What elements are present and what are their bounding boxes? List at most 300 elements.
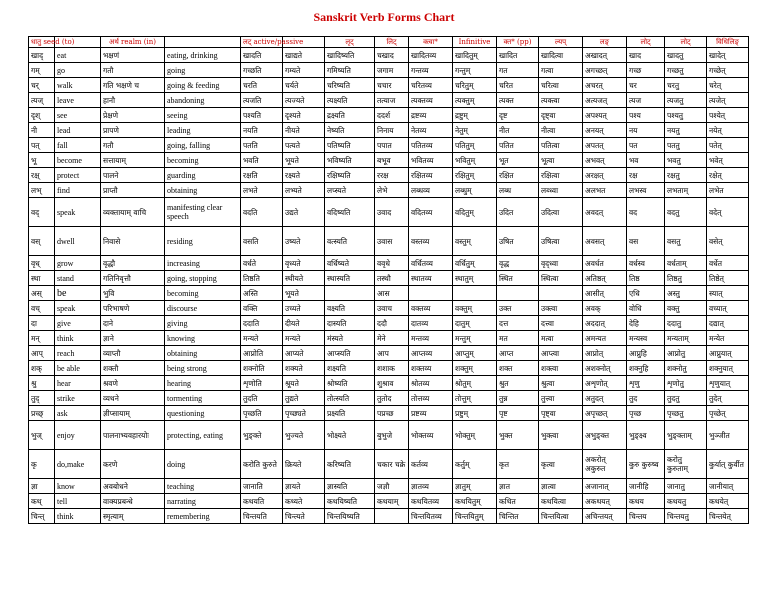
cell-c8: कथयित्वा xyxy=(539,494,583,509)
cell-c2: चिन्त्यते xyxy=(283,509,325,524)
cell-c9: अनयत् xyxy=(583,123,627,138)
cell-noun: ज्ञीप्सायाम् xyxy=(101,406,165,421)
cell-en: hear xyxy=(55,376,101,391)
cell-dh: वस् xyxy=(29,227,55,256)
cell-c3: त्यक्ष्यति xyxy=(325,93,375,108)
cell-c12: रक्षेत् xyxy=(707,168,749,183)
cell-gloss: obtaining xyxy=(165,346,241,361)
verb-row xyxy=(29,361,749,376)
cell-noun: भुवि xyxy=(101,286,165,301)
cell-c9: अचरत् xyxy=(583,78,627,93)
cell-c9: अवदत् xyxy=(583,198,627,227)
cell-dh: प्रच्छ् xyxy=(29,406,55,421)
cell-noun: प्रापणे xyxy=(101,123,165,138)
cell-c6: वर्धितुम् xyxy=(453,256,497,271)
verb-row xyxy=(29,93,749,108)
cell-en: be xyxy=(55,286,101,301)
cell-c10: शक्नुहि xyxy=(627,361,665,376)
cell-noun: व्यक्तायाम् वाचि xyxy=(101,198,165,227)
cell-c7: खादित xyxy=(497,48,539,63)
cell-c4: ररक्ष xyxy=(375,168,409,183)
cell-c10: वोधि xyxy=(627,301,665,316)
cell-c11: रक्षतु xyxy=(665,168,707,183)
cell-c3: चिन्तयिष्यति xyxy=(325,509,375,524)
cell-c3: वत्स्यति xyxy=(325,227,375,256)
cell-c8: स्थित्वा xyxy=(539,271,583,286)
cell-c5: शक्तव्य xyxy=(409,361,453,376)
verb-row xyxy=(29,376,749,391)
cell-dh: भू xyxy=(29,153,55,168)
cell-c6: कर्तुम् xyxy=(453,450,497,479)
cell-c11: कथयतु xyxy=(665,494,707,509)
cell-c9: अमन्यत xyxy=(583,331,627,346)
cell-noun: ज्ञाने xyxy=(101,331,165,346)
cell-c2: भुज्यते xyxy=(283,421,325,450)
cell-gloss: discourse xyxy=(165,301,241,316)
cell-gloss: becoming xyxy=(165,153,241,168)
cell-en: grow xyxy=(55,256,101,271)
cell-gloss: doing xyxy=(165,450,241,479)
cell-c9: अकथयत् xyxy=(583,494,627,509)
cell-c12: पश्येत् xyxy=(707,108,749,123)
cell-en: give xyxy=(55,316,101,331)
cell-c10: कुरु कुरुष्व xyxy=(627,450,665,479)
cell-en: reach xyxy=(55,346,101,361)
cell-c7: ज्ञात xyxy=(497,479,539,494)
verb-forms-table xyxy=(28,36,749,524)
cell-en: enjoy xyxy=(55,421,101,450)
cell-c8: दृष्ट्वा xyxy=(539,108,583,123)
cell-c12: पतेत् xyxy=(707,138,749,153)
cell-c6: प्रष्टुम् xyxy=(453,406,497,421)
cell-c1: शक्नोति xyxy=(241,361,283,376)
cell-c4: कथयाम् xyxy=(375,494,409,509)
cell-c3: भविष्यति xyxy=(325,153,375,168)
cell-c8: आप्त्वा xyxy=(539,346,583,361)
cell-c10: शृणु xyxy=(627,376,665,391)
cell-c2: वृध्यते xyxy=(283,256,325,271)
cell-c4: उवाद xyxy=(375,198,409,227)
cell-c3: वदिष्यति xyxy=(325,198,375,227)
cell-en: stand xyxy=(55,271,101,286)
cell-noun: करणे xyxy=(101,450,165,479)
verb-row xyxy=(29,421,749,450)
cell-noun: अवबोधने xyxy=(101,479,165,494)
header-cell: लङ् xyxy=(583,37,627,48)
cell-c8: तुत्त्वा xyxy=(539,391,583,406)
header-cell: लट् active/passive xyxy=(241,37,283,48)
header-cell: विधिलिङ् xyxy=(707,37,749,48)
cell-c1: जानाति xyxy=(241,479,283,494)
cell-c5: रक्षितव्य xyxy=(409,168,453,183)
page-title: Sanskrit Verb Forms Chart xyxy=(313,10,455,24)
cell-en: leave xyxy=(55,93,101,108)
cell-c5: मन्तव्य xyxy=(409,331,453,346)
cell-c11: तिष्ठतु xyxy=(665,271,707,286)
cell-c3: शक्ष्यति xyxy=(325,361,375,376)
cell-c11: वक्तु xyxy=(665,301,707,316)
cell-c4: ववृधे xyxy=(375,256,409,271)
cell-c5: भोक्तव्य xyxy=(409,421,453,450)
cell-c7: उदित xyxy=(497,198,539,227)
cell-noun: शक्तौ xyxy=(101,361,165,376)
cell-c8: कृत्वा xyxy=(539,450,583,479)
cell-c2: दीयते xyxy=(283,316,325,331)
cell-c7: भुक्त xyxy=(497,421,539,450)
verb-row xyxy=(29,346,749,361)
cell-c3: रक्षिष्यति xyxy=(325,168,375,183)
cell-noun: पालने xyxy=(101,168,165,183)
cell-c1: पश्यति xyxy=(241,108,283,123)
cell-c2: उच्यते xyxy=(283,301,325,316)
cell-c11: शृणोतु xyxy=(665,376,707,391)
cell-noun: व्याप्तौ xyxy=(101,346,165,361)
cell-c9: आसीत् xyxy=(583,286,627,301)
cell-c10: कथय xyxy=(627,494,665,509)
cell-c8 xyxy=(539,286,583,301)
cell-c11: खादतु xyxy=(665,48,707,63)
cell-gloss: hearing xyxy=(165,376,241,391)
cell-c8: चिन्तयित्वा xyxy=(539,509,583,524)
cell-en: dwell xyxy=(55,227,101,256)
cell-c9: अपश्यत् xyxy=(583,108,627,123)
cell-c7: तुन्न xyxy=(497,391,539,406)
cell-c4: आप xyxy=(375,346,409,361)
cell-c6: चरितुम् xyxy=(453,78,497,93)
cell-c1: ददाति xyxy=(241,316,283,331)
cell-c6: वक्तुम् xyxy=(453,301,497,316)
cell-gloss: residing xyxy=(165,227,241,256)
cell-c8: वृद्ध्वा xyxy=(539,256,583,271)
cell-gloss: manifesting clear speech xyxy=(165,198,241,227)
cell-c7: दृष्ट xyxy=(497,108,539,123)
cell-noun: भक्षणं xyxy=(101,48,165,63)
cell-c11: लभताम् xyxy=(665,183,707,198)
cell-c5: कथयितव्य xyxy=(409,494,453,509)
cell-c11: करोतु कुरुताम् xyxy=(665,450,707,479)
cell-c4: तत्याज xyxy=(375,93,409,108)
cell-c8: ज्ञात्वा xyxy=(539,479,583,494)
cell-c9: अखादत् xyxy=(583,48,627,63)
cell-c5: स्थातव्य xyxy=(409,271,453,286)
cell-gloss: going xyxy=(165,63,241,78)
cell-c5: वक्तव्य xyxy=(409,301,453,316)
header-cell: लृट् xyxy=(325,37,375,48)
cell-c2: चर्यते xyxy=(283,78,325,93)
cell-c4 xyxy=(375,509,409,524)
cell-c8: नीत्वा xyxy=(539,123,583,138)
cell-dh: चर् xyxy=(29,78,55,93)
cell-c6: नेतुम् xyxy=(453,123,497,138)
cell-c6: द्रष्टुम् xyxy=(453,108,497,123)
cell-c7: गत xyxy=(497,63,539,78)
cell-c9: अवसत् xyxy=(583,227,627,256)
cell-c1: नयति xyxy=(241,123,283,138)
cell-c11: पश्यतु xyxy=(665,108,707,123)
cell-c12: खादेत् xyxy=(707,48,749,63)
cell-noun: दाने xyxy=(101,316,165,331)
cell-c5: पतितव्य xyxy=(409,138,453,153)
cell-c7: लब्ध xyxy=(497,183,539,198)
cell-c12: वसेत् xyxy=(707,227,749,256)
cell-c6: भोक्तुम् xyxy=(453,421,497,450)
cell-c2: उद्यते xyxy=(283,198,325,227)
cell-c6 xyxy=(453,286,497,301)
cell-en: eat xyxy=(55,48,101,63)
cell-c2: लभ्यते xyxy=(283,183,325,198)
cell-c4: बभूव xyxy=(375,153,409,168)
cell-c8: पृष्ट्वा xyxy=(539,406,583,421)
cell-c5: त्यक्तव्य xyxy=(409,93,453,108)
cell-c9: अवर्धत xyxy=(583,256,627,271)
cell-c10: एधि xyxy=(627,286,665,301)
cell-c3: करिष्यति xyxy=(325,450,375,479)
cell-c12: चरेत् xyxy=(707,78,749,93)
cell-dh: आप् xyxy=(29,346,55,361)
cell-c8: दत्त्वा xyxy=(539,316,583,331)
cell-c4: लेभे xyxy=(375,183,409,198)
cell-c9: अपतत् xyxy=(583,138,627,153)
cell-c7: शक्त xyxy=(497,361,539,376)
verb-row xyxy=(29,256,749,271)
cell-c4: बुभुजे xyxy=(375,421,409,450)
cell-gloss: abandoning xyxy=(165,93,241,108)
cell-dh: तुद् xyxy=(29,391,55,406)
header-cell: लोट् xyxy=(665,37,707,48)
cell-dh: भुज् xyxy=(29,421,55,450)
cell-c8: भूत्वा xyxy=(539,153,583,168)
cell-c5: ज्ञातव्य xyxy=(409,479,453,494)
cell-dh: अस् xyxy=(29,286,55,301)
cell-c6: आप्तुम् xyxy=(453,346,497,361)
cell-c2: उष्यते xyxy=(283,227,325,256)
cell-dh: वृध् xyxy=(29,256,55,271)
cell-c10: रक्ष xyxy=(627,168,665,183)
cell-c11: तुदतु xyxy=(665,391,707,406)
cell-en: do,make xyxy=(55,450,101,479)
cell-c3: दास्यति xyxy=(325,316,375,331)
cell-c1: चरति xyxy=(241,78,283,93)
cell-c4: चचार xyxy=(375,78,409,93)
cell-c3: वक्ष्यति xyxy=(325,301,375,316)
cell-c6: कथयितुम् xyxy=(453,494,497,509)
cell-noun: पालनाभ्यवहारयोः xyxy=(101,421,165,450)
cell-c2: गम्यते xyxy=(283,63,325,78)
cell-c5: चिन्तयितव्य xyxy=(409,509,453,524)
cell-c7: कथित xyxy=(497,494,539,509)
cell-c10: भुङ्क्ष्व xyxy=(627,421,665,450)
cell-c5: वर्धितव्य xyxy=(409,256,453,271)
cell-c3: भोक्ष्यते xyxy=(325,421,375,450)
cell-c7: दत्त xyxy=(497,316,539,331)
cell-c6: शक्तुम् xyxy=(453,361,497,376)
cell-c6: वस्तुम् xyxy=(453,227,497,256)
cell-c8: श्रुत्वा xyxy=(539,376,583,391)
cell-c7: कृत xyxy=(497,450,539,479)
cell-c8: लब्ध्वा xyxy=(539,183,583,198)
cell-c11: वसतु xyxy=(665,227,707,256)
cell-dh: पत् xyxy=(29,138,55,153)
cell-gloss: tormenting xyxy=(165,391,241,406)
cell-c11: अस्तु xyxy=(665,286,707,301)
cell-c12: वर्धेत xyxy=(707,256,749,271)
cell-dh: त्यज् xyxy=(29,93,55,108)
cell-c12: पृच्छेत् xyxy=(707,406,749,421)
cell-c11: चिन्तयतु xyxy=(665,509,707,524)
cell-c12: दद्यात् xyxy=(707,316,749,331)
cell-c1: कथयति xyxy=(241,494,283,509)
cell-en: protect xyxy=(55,168,101,183)
cell-dh: ज्ञा xyxy=(29,479,55,494)
cell-c12: भुञ्जीत xyxy=(707,421,749,450)
cell-c4: जगाम xyxy=(375,63,409,78)
verb-row xyxy=(29,509,749,524)
cell-c5 xyxy=(409,286,453,301)
cell-c7: भूत xyxy=(497,153,539,168)
cell-c10: वस xyxy=(627,227,665,256)
cell-dh: मन् xyxy=(29,331,55,346)
cell-c6: रक्षितुम् xyxy=(453,168,497,183)
cell-en: strike xyxy=(55,391,101,406)
cell-c4: शशाक xyxy=(375,361,409,376)
cell-c1: गच्छति xyxy=(241,63,283,78)
cell-c6: स्थातुम् xyxy=(453,271,497,286)
cell-c10: पत xyxy=(627,138,665,153)
cell-en: walk xyxy=(55,78,101,93)
cell-c7: श्रुत xyxy=(497,376,539,391)
cell-c12: शृणुयात् xyxy=(707,376,749,391)
cell-c7: आप्त xyxy=(497,346,539,361)
cell-gloss: increasing xyxy=(165,256,241,271)
cell-c3: श्रोष्यति xyxy=(325,376,375,391)
cell-c12: गच्छेत् xyxy=(707,63,749,78)
cell-c10: नय xyxy=(627,123,665,138)
cell-c8: रक्षित्वा xyxy=(539,168,583,183)
cell-c8: पतित्वा xyxy=(539,138,583,153)
cell-en: see xyxy=(55,108,101,123)
cell-c9: अतुदत् xyxy=(583,391,627,406)
cell-c7: उक्त xyxy=(497,301,539,316)
cell-c5: आप्तव्य xyxy=(409,346,453,361)
cell-noun: व्यथने xyxy=(101,391,165,406)
cell-c10: चर xyxy=(627,78,665,93)
header-cell xyxy=(165,37,241,48)
verb-row xyxy=(29,494,749,509)
cell-c12: लभेत xyxy=(707,183,749,198)
cell-c8: उक्त्वा xyxy=(539,301,583,316)
cell-c10: आप्नुहि xyxy=(627,346,665,361)
header-cell: अर्थ realm (in) xyxy=(101,37,165,48)
cell-noun: सत्तायाम् xyxy=(101,153,165,168)
cell-c3: गमिष्यति xyxy=(325,63,375,78)
cell-c8: शक्त्वा xyxy=(539,361,583,376)
verb-row xyxy=(29,198,749,227)
cell-c4: जज्ञौ xyxy=(375,479,409,494)
cell-c6: खादितुम् xyxy=(453,48,497,63)
cell-c9: अपृच्छत् xyxy=(583,406,627,421)
verb-row xyxy=(29,63,749,78)
cell-c9: अलभत xyxy=(583,183,627,198)
cell-c12: त्यजेत् xyxy=(707,93,749,108)
cell-c11: त्यजतु xyxy=(665,93,707,108)
cell-c3: कथयिष्यति xyxy=(325,494,375,509)
cell-gloss: seeing xyxy=(165,108,241,123)
header-cell: क्त्वा* xyxy=(409,37,453,48)
cell-c7: पृष्ट xyxy=(497,406,539,421)
cell-noun: श्रवणे xyxy=(101,376,165,391)
cell-c9: अगच्छत् xyxy=(583,63,627,78)
cell-c9: अददात् xyxy=(583,316,627,331)
cell-c10: वद xyxy=(627,198,665,227)
verb-row xyxy=(29,286,749,301)
cell-c11: जानातु xyxy=(665,479,707,494)
cell-gloss: questioning xyxy=(165,406,241,421)
cell-noun: गतिनिवृत्तौ xyxy=(101,271,165,286)
cell-gloss: becoming xyxy=(165,286,241,301)
cell-en: speak xyxy=(55,301,101,316)
cell-c1: करोति कुरुते xyxy=(241,450,283,479)
cell-en: tell xyxy=(55,494,101,509)
cell-c2: आप्यते xyxy=(283,346,325,361)
cell-c10: वर्धस्व xyxy=(627,256,665,271)
cell-c2: रक्ष्यते xyxy=(283,168,325,183)
cell-noun: वृद्धौ xyxy=(101,256,165,271)
cell-c4: तुतोद xyxy=(375,391,409,406)
cell-c2: भूयते xyxy=(283,286,325,301)
cell-noun: हानौ xyxy=(101,93,165,108)
cell-c2: भूयते xyxy=(283,153,325,168)
cell-c11: वर्धताम् xyxy=(665,256,707,271)
cell-c10: लभस्व xyxy=(627,183,665,198)
cell-gloss: knowing xyxy=(165,331,241,346)
cell-c7: चरित xyxy=(497,78,539,93)
cell-c12: स्यात् xyxy=(707,286,749,301)
cell-c9: अकरोत् अकुरुत xyxy=(583,450,627,479)
cell-c6: गन्तुम् xyxy=(453,63,497,78)
cell-c10: खाद xyxy=(627,48,665,63)
cell-c11: चरतु xyxy=(665,78,707,93)
cell-c3: खादिष्यति xyxy=(325,48,375,63)
table-body xyxy=(29,37,749,524)
cell-c12: वदेत् xyxy=(707,198,749,227)
cell-noun: प्रेक्षणे xyxy=(101,108,165,123)
cell-gloss: remembering xyxy=(165,509,241,524)
cell-noun: वाक्यप्रबन्धे xyxy=(101,494,165,509)
verb-row xyxy=(29,123,749,138)
cell-c1: आप्नोति xyxy=(241,346,283,361)
cell-c2: मन्यते xyxy=(283,331,325,346)
cell-c8: उदित्वा xyxy=(539,198,583,227)
cell-c7 xyxy=(497,286,539,301)
verb-row xyxy=(29,301,749,316)
cell-gloss: narrating xyxy=(165,494,241,509)
cell-c12: चिन्तयेत् xyxy=(707,509,749,524)
cell-dh: स्था xyxy=(29,271,55,286)
cell-c5: गन्तव्य xyxy=(409,63,453,78)
cell-c3: तोत्स्यति xyxy=(325,391,375,406)
verb-row xyxy=(29,227,749,256)
cell-c6: चिन्तयितुम् xyxy=(453,509,497,524)
header-cell: लिट् xyxy=(375,37,409,48)
cell-c10: गच्छ xyxy=(627,63,665,78)
cell-gloss: going & feeding xyxy=(165,78,241,93)
header-cell: लोट् xyxy=(627,37,665,48)
cell-en: speak xyxy=(55,198,101,227)
cell-c9: अशक्नोत् xyxy=(583,361,627,376)
cell-c12: मन्येत xyxy=(707,331,749,346)
cell-c1: अस्ति xyxy=(241,286,283,301)
cell-dh: शक् xyxy=(29,361,55,376)
